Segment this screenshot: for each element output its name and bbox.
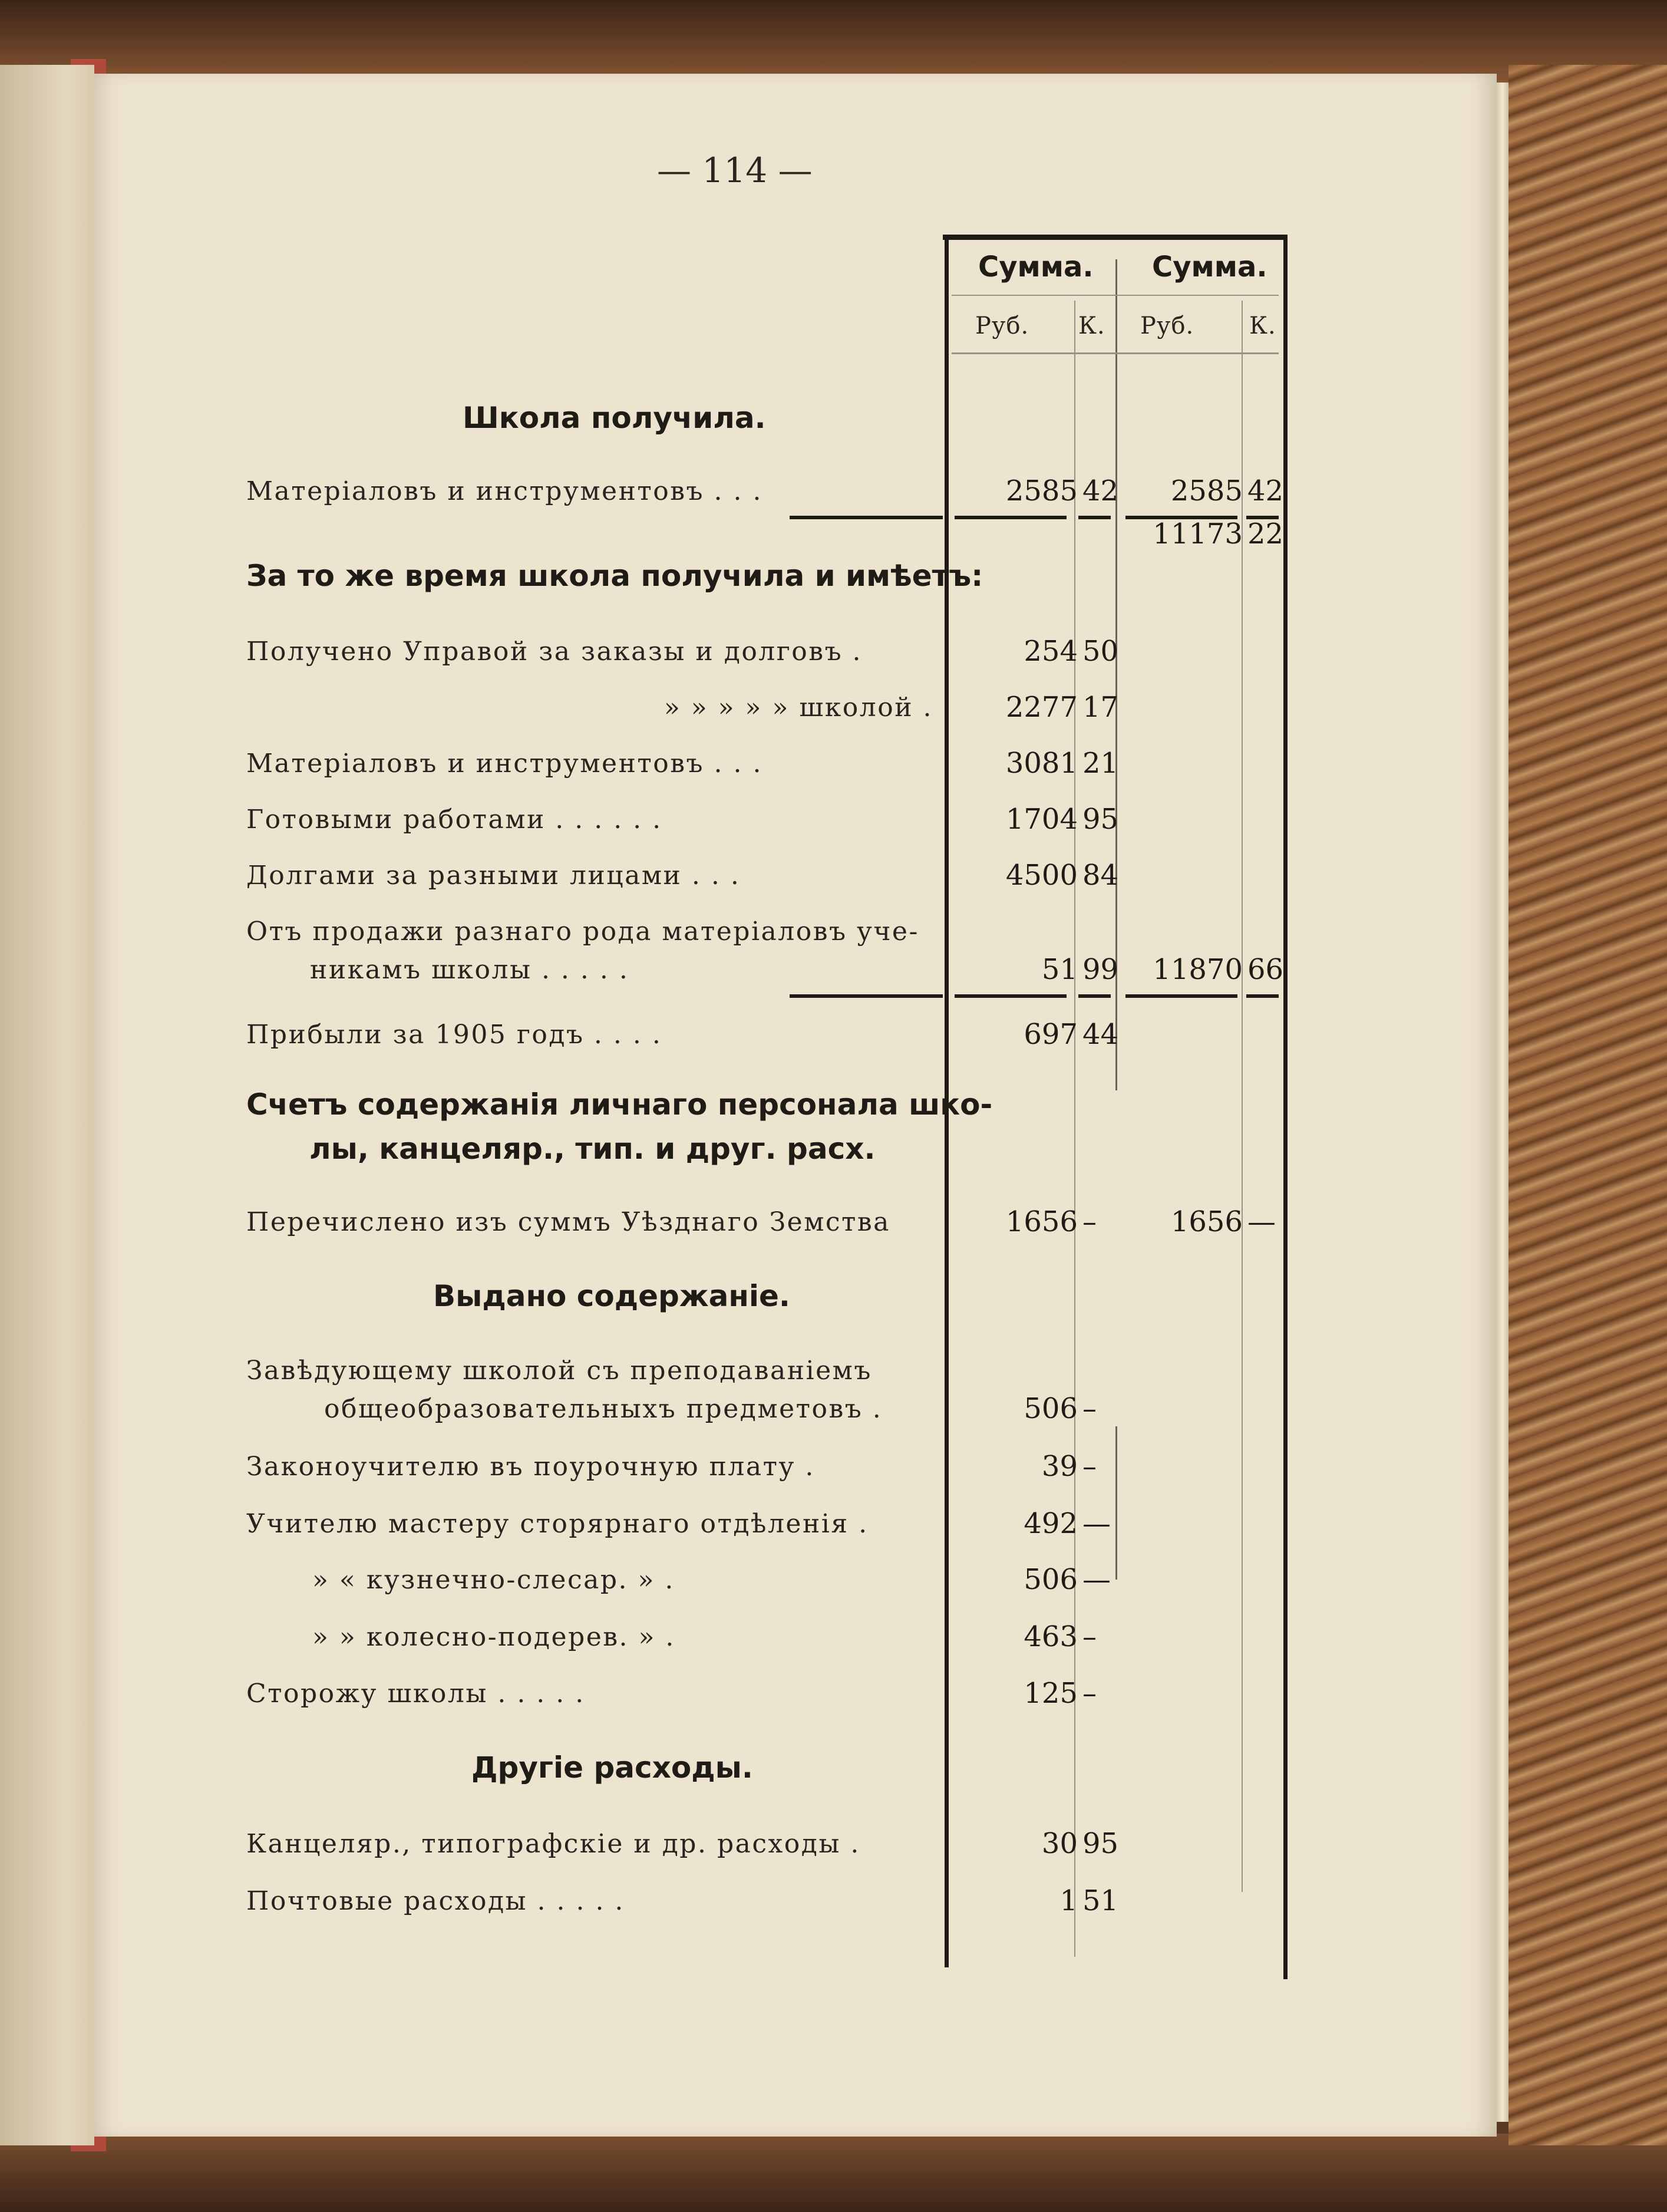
ledger-row xyxy=(246,805,933,846)
row-rub-1: 3081 xyxy=(1005,747,1078,780)
row-label: » » колесно-подерев. » . xyxy=(312,1622,675,1652)
row-kop-1: 95 xyxy=(1082,803,1119,836)
subtotal-rub: 11173 xyxy=(1153,517,1243,550)
row-rub-1: 39 xyxy=(1041,1450,1078,1483)
row-kop-1: 21 xyxy=(1082,747,1119,780)
book-cover-bottom xyxy=(0,2134,1667,2212)
row-underline xyxy=(790,516,943,519)
row-label: » » » » » школой . xyxy=(664,693,933,723)
row-kop-1: – xyxy=(1082,1205,1097,1238)
row-kop-1: – xyxy=(1082,1450,1097,1483)
row-underline xyxy=(1078,516,1111,519)
row-label: » « кузнечно-слесар. » . xyxy=(312,1565,675,1595)
row-rub-1: 125 xyxy=(1024,1677,1078,1710)
row-label: Завѣдующему школой съ преподаваніемъ xyxy=(246,1356,872,1386)
row-label: Канцеляр., типографскіе и др. расходы . xyxy=(246,1829,860,1859)
row-kop-1: 42 xyxy=(1082,474,1119,507)
row-underline xyxy=(955,516,1067,519)
row-underline xyxy=(1246,994,1279,998)
row-kop-2: 42 xyxy=(1247,474,1284,507)
row-kop-1: 95 xyxy=(1082,1827,1119,1860)
ledger-row xyxy=(246,917,933,958)
page-stack-edge xyxy=(1497,83,1508,2122)
row-kop-1: 17 xyxy=(1082,691,1119,724)
section-heading-salary: Выдано содержаніе. xyxy=(433,1279,790,1313)
ledger-row-continuation xyxy=(246,1394,933,1435)
ledger-row xyxy=(246,476,933,517)
row-label: Прибыли за 1905 годъ . . . . xyxy=(246,1020,662,1050)
row-label: Матеріаловъ и инструментовъ . . . xyxy=(246,749,762,779)
subtotal-kop: 22 xyxy=(1247,517,1284,550)
row-underline xyxy=(955,994,1067,998)
row-rub-1: 254 xyxy=(1024,635,1078,668)
row-rub-1: 4500 xyxy=(1005,859,1078,892)
marbled-cover-edge xyxy=(1508,65,1667,2145)
row-rub-1: 2277 xyxy=(1005,691,1078,724)
column-2-kop-header: К. xyxy=(1249,312,1276,339)
column-divider-sums-lower xyxy=(1115,1426,1117,1580)
column-1-rub-header: Руб. xyxy=(975,312,1029,339)
ledger-row xyxy=(246,1452,933,1493)
row-kop-1: – xyxy=(1082,1392,1097,1425)
row-label: Долгами за разными лицами . . . xyxy=(246,861,741,891)
row-rub-1: 1656 xyxy=(1005,1205,1078,1238)
section-heading-personnel-continued: лы, канцеляр., тип. и друг. расх. xyxy=(309,1132,876,1166)
row-kop-1: 84 xyxy=(1082,859,1119,892)
row-label: Матеріаловъ и инструментовъ . . . xyxy=(246,476,762,506)
column-1-kop-header: К. xyxy=(1078,312,1105,339)
section-heading-has: За то же время школа получила и имѣетъ: xyxy=(246,559,983,593)
section-heading-other: Другіе расходы. xyxy=(471,1751,753,1785)
row-kop-1: — xyxy=(1082,1507,1111,1540)
left-page-edge xyxy=(0,65,94,2145)
ledger-row xyxy=(246,1356,933,1397)
row-label: Законоучителю въ поурочную плату . xyxy=(246,1452,815,1482)
row-kop-1: 99 xyxy=(1082,953,1119,986)
row-rub-1: 51 xyxy=(1041,953,1078,986)
ledger-row xyxy=(246,1565,933,1606)
row-kop-1: 44 xyxy=(1082,1018,1119,1051)
row-rub-2: 11870 xyxy=(1153,953,1243,986)
row-rub-1: 506 xyxy=(1024,1392,1078,1425)
header-subrule xyxy=(952,295,1279,296)
ledger-row xyxy=(246,637,933,678)
row-label-continued: общеобразовательныхъ предметовъ . xyxy=(324,1394,883,1424)
ledger-row xyxy=(246,1509,933,1550)
row-label: Перечислено изъ суммъ Уѣзднаго Земства xyxy=(246,1207,890,1237)
row-kop-1: 50 xyxy=(1082,635,1119,668)
row-kop-2: 66 xyxy=(1247,953,1284,986)
ledger-row xyxy=(246,1622,933,1663)
row-rub-1: 2585 xyxy=(1005,474,1078,507)
ledger-row xyxy=(246,1829,933,1870)
section-heading-received: Школа получила. xyxy=(463,401,766,435)
ledger-row xyxy=(246,1886,933,1927)
row-kop-1: – xyxy=(1082,1677,1097,1710)
ledger-row xyxy=(246,1020,933,1061)
row-rub-1: 697 xyxy=(1024,1018,1078,1051)
column-2-rub-header: Руб. xyxy=(1140,312,1194,339)
row-rub-1: 1704 xyxy=(1005,803,1078,836)
row-kop-1: 51 xyxy=(1082,1884,1119,1917)
row-rub-1: 506 xyxy=(1024,1563,1078,1596)
column-1-title: Сумма. xyxy=(978,250,1094,283)
row-rub-1: 463 xyxy=(1024,1620,1078,1653)
row-label: Сторожу школы . . . . . xyxy=(246,1679,585,1709)
row-rub-1: 1 xyxy=(1059,1884,1078,1917)
page-number: — 114 — xyxy=(657,150,813,190)
ledger-row xyxy=(246,861,933,902)
row-label: Отъ продажи разнаго рода матеріаловъ уче- xyxy=(246,917,919,947)
row-kop-1: – xyxy=(1082,1620,1097,1653)
row-underline xyxy=(1125,994,1237,998)
row-label: Почтовые расходы . . . . . xyxy=(246,1886,625,1916)
row-label: Получено Управой за заказы и долговъ . xyxy=(246,637,863,667)
ledger-row-continuation xyxy=(246,955,933,996)
row-underline xyxy=(790,994,943,998)
header-bottom-rule xyxy=(952,352,1279,354)
column-2-title: Сумма. xyxy=(1152,250,1267,283)
row-rub-1: 492 xyxy=(1024,1507,1078,1540)
ledger-row xyxy=(246,749,933,790)
ledger-row xyxy=(246,693,933,734)
row-rub-2: 2585 xyxy=(1170,474,1243,507)
row-rub-2: 1656 xyxy=(1170,1205,1243,1238)
row-kop-2: — xyxy=(1247,1205,1276,1238)
row-underline xyxy=(1078,994,1111,998)
row-label-continued: никамъ школы . . . . . xyxy=(310,955,629,985)
ledger-row xyxy=(246,1679,933,1720)
section-heading-personnel: Счетъ содержанія личнаго персонала шко- xyxy=(246,1087,993,1122)
ledger-row xyxy=(246,1207,933,1248)
table-right-rule xyxy=(1283,235,1288,1979)
table-top-rule xyxy=(943,235,1288,240)
row-label: Готовыми работами . . . . . . xyxy=(246,805,662,835)
row-rub-1: 30 xyxy=(1041,1827,1078,1860)
row-kop-1: — xyxy=(1082,1563,1111,1596)
row-label: Учителю мастеру сторярнаго отдѣленія . xyxy=(246,1509,869,1539)
